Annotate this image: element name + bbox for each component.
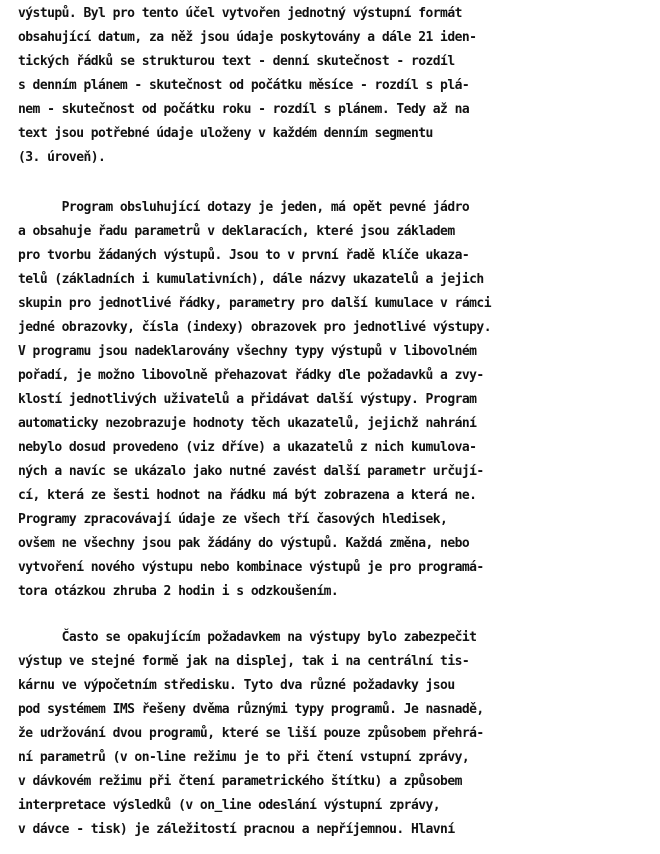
text-line: v dávce - tisk) je záležitostí pracnou a nepříjemnou. Hlavní	[18, 822, 455, 837]
text-line: ní parametrů (v on-line režimu je to při čtení vstupní zprávy,	[18, 750, 470, 765]
text-line: automaticky nezobrazuje hodnoty těch ukazatelů, jejichž nahrání	[18, 416, 477, 431]
text-line: cí, která ze šesti hodnot na řádku má být zobrazena a která ne.	[18, 488, 477, 503]
text-line: v dávkovém režimu při čtení parametrického štítku) a způsobem	[18, 774, 462, 789]
text-line: tických řádků se strukturou text - denní skutečnost - rozdíl	[18, 54, 455, 69]
text-line: Často se opakujícím požadavkem na výstupy bylo zabezpečit	[18, 630, 477, 645]
text-line: jedné obrazovky, čísla (indexy) obrazovek pro jednotlivé výstupy.	[18, 320, 491, 335]
text-line: Programy zpracovávají údaje ze všech tří časových hledisek,	[18, 512, 448, 527]
text-line: text jsou potřebné údaje uloženy v každém denním segmentu	[18, 126, 433, 141]
text-line: s denním plánem - skutečnost od počátku měsíce - rozdíl s plá-	[18, 78, 470, 93]
text-line: obsahující datum, za něž jsou údaje poskytovány a dále 21 iden-	[18, 30, 477, 45]
text-line: interpretace výsledků (v on_line odeslání výstupní zprávy,	[18, 798, 441, 813]
text-line: telů (základních i kumulativních), dále názvy ukazatelů a jejich	[18, 272, 484, 287]
text-line: (3. úroveň).	[18, 150, 106, 165]
text-line: skupin pro jednotlivé řádky, parametry pro další kumulace v rámci	[18, 296, 491, 311]
text-line: tora otázkou zhruba 2 hodin i s odzkoušením.	[18, 584, 339, 599]
text-line: že udržování dvou programů, které se liší pouze způsobem přehrá-	[18, 726, 484, 741]
paragraph-2	[18, 196, 658, 604]
text-line: klostí jednotlivých uživatelů a přidávat další výstupy. Program	[18, 392, 477, 407]
text-line: a obsahuje řadu parametrů v deklaracích, které jsou základem	[18, 224, 455, 239]
text-line: výstup ve stejné formě jak na displej, tak i na centrální tis-	[18, 654, 470, 669]
text-line: kárnu ve výpočetním středisku. Tyto dva různé požadavky jsou	[18, 678, 455, 693]
text-line: vytvoření nového výstupu nebo kombinace výstupů je pro programá-	[18, 560, 484, 575]
text-line: pořadí, je možno libovolně přehazovat řádky dle požadavků a zvy-	[18, 368, 484, 383]
text-line: Program obsluhující dotazy je jeden, má opět pevné jádro	[18, 200, 470, 215]
text-line: pro tvorbu žádaných výstupů. Jsou to v první řadě klíče ukaza-	[18, 248, 470, 263]
text-line: nebylo dosud provedeno (viz dříve) a ukazatelů z nich kumulova-	[18, 440, 477, 455]
paragraph-1	[18, 2, 658, 170]
text-line: ovšem ne všechny jsou pak žádány do výstupů. Každá změna, nebo	[18, 536, 470, 551]
text-line: nem - skutečnost od počátku roku - rozdíl s plánem. Tedy až na	[18, 102, 470, 117]
text-line: výstupů. Byl pro tento účel vytvořen jednotný výstupní formát	[18, 6, 462, 21]
text-line: V programu jsou nadeklarovány všechny typy výstupů v libovolném	[18, 344, 477, 359]
text-line: ných a navíc se ukázalo jako nutné zavést další parametr určují-	[18, 464, 484, 479]
text-line: pod systémem IMS řešeny dvěma různými typy programů. Je nasnadě,	[18, 702, 484, 717]
paragraph-3	[18, 626, 658, 842]
